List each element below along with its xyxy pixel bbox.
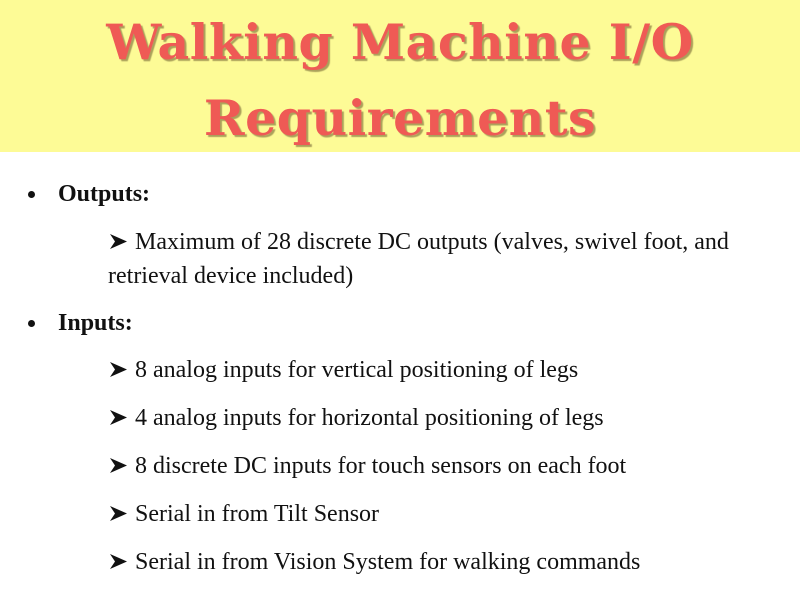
inputs-item-1 [108, 353, 578, 387]
inputs-item-5-text: Serial in from Vision System for walking commands [135, 549, 641, 575]
inputs-item-3-text: 8 discrete DC inputs for touch sensors on each foot [135, 453, 627, 479]
inputs-item-1-text: 8 analog inputs for vertical positioning of legs [135, 357, 579, 383]
bullet-dot-icon [28, 320, 35, 327]
bullet-dot-icon [28, 191, 35, 198]
inputs-bullet [28, 309, 133, 337]
inputs-item-5 [108, 545, 640, 579]
outputs-heading: Outputs: [58, 181, 151, 207]
inputs-item-3 [108, 449, 626, 483]
outputs-bullet [28, 180, 150, 208]
slide-title-line-2: Requirements [203, 89, 597, 147]
slide-title [0, 4, 800, 156]
arrowhead-right-icon [108, 233, 132, 250]
inputs-item-2-text: 4 analog inputs for horizontal positioning of legs [135, 405, 604, 431]
inputs-heading: Inputs: [58, 310, 133, 336]
arrowhead-right-icon [108, 361, 132, 378]
arrowhead-right-icon [108, 505, 132, 522]
inputs-item-4 [108, 497, 379, 531]
outputs-item-1-text: Maximum of 28 discrete DC outputs (valves, swivel foot, and retrieval device included) [108, 229, 729, 289]
outputs-item-1 [108, 225, 776, 293]
arrowhead-right-icon [108, 409, 132, 426]
arrowhead-right-icon [108, 553, 132, 570]
inputs-item-2 [108, 401, 604, 435]
arrowhead-right-icon [108, 457, 132, 474]
slide-title-line-1: Walking Machine I/O [106, 13, 694, 71]
inputs-item-4-text: Serial in from Tilt Sensor [135, 501, 380, 527]
